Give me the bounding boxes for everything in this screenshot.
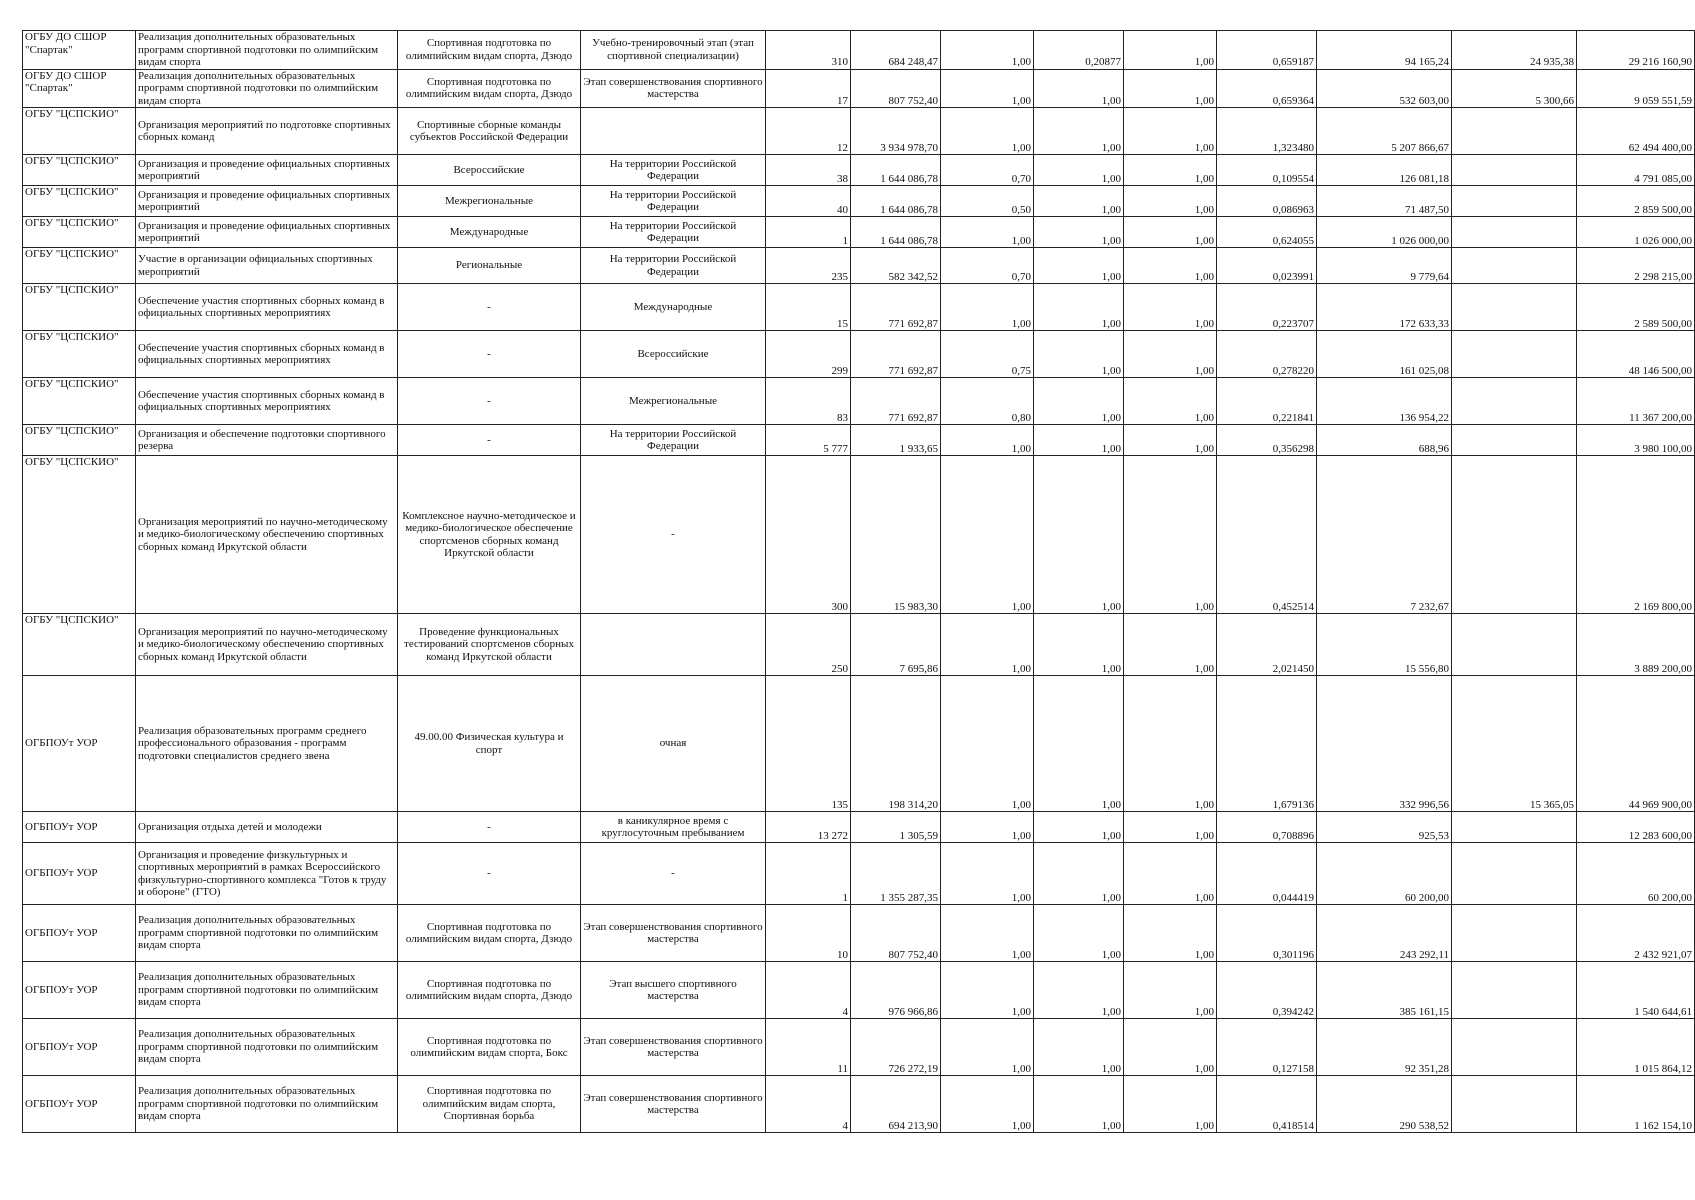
- per-unit-cost-cell: 532 603,00: [1317, 69, 1452, 108]
- coef-3-cell: 1,00: [1124, 217, 1217, 248]
- norm-cost-cell: 1 644 086,78: [851, 155, 941, 186]
- coef-4-cell: 0,301196: [1217, 905, 1317, 962]
- total-cell: 12 283 600,00: [1577, 812, 1695, 843]
- extra-cost-cell: [1452, 905, 1577, 962]
- condition-cell: Учебно-тренировочный этап (этап спортивной специализации): [581, 31, 766, 70]
- volume-cell: 13 272: [766, 812, 851, 843]
- coef-4-cell: 0,418514: [1217, 1076, 1317, 1133]
- coef-3-cell: 1,00: [1124, 962, 1217, 1019]
- condition-cell: Этап совершенствования спортивного мастерства: [581, 1076, 766, 1133]
- extra-cost-cell: [1452, 331, 1577, 378]
- volume-cell: 299: [766, 331, 851, 378]
- coef-4-cell: 0,452514: [1217, 456, 1317, 614]
- per-unit-cost-cell: 126 081,18: [1317, 155, 1452, 186]
- content-cell: 49.00.00 Физическая культура и спорт: [398, 676, 581, 812]
- service-cell: Организация мероприятий по подготовке спортивных сборных команд: [136, 108, 398, 155]
- table-row: [23, 456, 1695, 614]
- total-cell: 62 494 400,00: [1577, 108, 1695, 155]
- table-row: [23, 614, 1695, 676]
- coef-2-cell: 1,00: [1034, 425, 1124, 456]
- table-row: [23, 186, 1695, 217]
- coef-3-cell: 1,00: [1124, 812, 1217, 843]
- service-cell: Обеспечение участия спортивных сборных команд в официальных спортивных мероприятиях: [136, 284, 398, 331]
- volume-cell: 12: [766, 108, 851, 155]
- coef-4-cell: 1,679136: [1217, 676, 1317, 812]
- coef-4-cell: 0,044419: [1217, 843, 1317, 905]
- total-cell: 44 969 900,00: [1577, 676, 1695, 812]
- per-unit-cost-cell: 5 207 866,67: [1317, 108, 1452, 155]
- extra-cost-cell: [1452, 425, 1577, 456]
- coef-2-cell: 1,00: [1034, 614, 1124, 676]
- coef-4-cell: 0,223707: [1217, 284, 1317, 331]
- volume-cell: 250: [766, 614, 851, 676]
- coef-2-cell: 0,20877: [1034, 31, 1124, 70]
- norm-cost-cell: 582 342,52: [851, 248, 941, 284]
- per-unit-cost-cell: 925,53: [1317, 812, 1452, 843]
- table-row: [23, 155, 1695, 186]
- coef-2-cell: 1,00: [1034, 456, 1124, 614]
- service-cell: Обеспечение участия спортивных сборных команд в официальных спортивных мероприятиях: [136, 331, 398, 378]
- norm-cost-cell: 1 355 287,35: [851, 843, 941, 905]
- volume-cell: 17: [766, 69, 851, 108]
- total-cell: 2 298 215,00: [1577, 248, 1695, 284]
- total-cell: 4 791 085,00: [1577, 155, 1695, 186]
- coef-2-cell: 1,00: [1034, 108, 1124, 155]
- condition-cell: -: [581, 843, 766, 905]
- volume-cell: 10: [766, 905, 851, 962]
- content-cell: -: [398, 378, 581, 425]
- norm-cost-cell: 771 692,87: [851, 378, 941, 425]
- content-cell: Спортивная подготовка по олимпийским видам спорта, Дзюдо: [398, 69, 581, 108]
- total-cell: 9 059 551,59: [1577, 69, 1695, 108]
- coef-1-cell: 0,80: [941, 378, 1034, 425]
- service-cell: Обеспечение участия спортивных сборных команд в официальных спортивных мероприятиях: [136, 378, 398, 425]
- table-row: [23, 1019, 1695, 1076]
- extra-cost-cell: [1452, 1076, 1577, 1133]
- org-cell: ОГБПОУт УОР: [23, 843, 136, 905]
- table-row: [23, 905, 1695, 962]
- coef-3-cell: 1,00: [1124, 155, 1217, 186]
- per-unit-cost-cell: 243 292,11: [1317, 905, 1452, 962]
- coef-4-cell: 0,356298: [1217, 425, 1317, 456]
- volume-cell: 83: [766, 378, 851, 425]
- norm-cost-cell: 807 752,40: [851, 905, 941, 962]
- norm-cost-cell: 694 213,90: [851, 1076, 941, 1133]
- condition-cell: Международные: [581, 284, 766, 331]
- content-cell: -: [398, 425, 581, 456]
- volume-cell: 11: [766, 1019, 851, 1076]
- coef-1-cell: 0,75: [941, 331, 1034, 378]
- table-row: [23, 1076, 1695, 1133]
- table-row: [23, 108, 1695, 155]
- condition-cell: Межрегиональные: [581, 378, 766, 425]
- norm-cost-cell: 15 983,30: [851, 456, 941, 614]
- coef-3-cell: 1,00: [1124, 108, 1217, 155]
- service-cell: Организация и обеспечение подготовки спортивного резерва: [136, 425, 398, 456]
- total-cell: 29 216 160,90: [1577, 31, 1695, 70]
- coef-3-cell: 1,00: [1124, 425, 1217, 456]
- table-row: [23, 962, 1695, 1019]
- org-cell: ОГБПОУт УОР: [23, 1019, 136, 1076]
- service-cell: Организация и проведение официальных спортивных мероприятий: [136, 186, 398, 217]
- coef-3-cell: 1,00: [1124, 69, 1217, 108]
- content-cell: Проведение функциональных тестирований спортсменов сборных команд Иркутской области: [398, 614, 581, 676]
- org-cell: ОГБУ "ЦСПСКИО": [23, 614, 136, 676]
- org-cell: ОГБПОУт УОР: [23, 1076, 136, 1133]
- total-cell: 2 859 500,00: [1577, 186, 1695, 217]
- per-unit-cost-cell: 7 232,67: [1317, 456, 1452, 614]
- volume-cell: 15: [766, 284, 851, 331]
- table-row: [23, 331, 1695, 378]
- coef-1-cell: 0,50: [941, 186, 1034, 217]
- volume-cell: 40: [766, 186, 851, 217]
- condition-cell: Этап совершенствования спортивного мастерства: [581, 1019, 766, 1076]
- content-cell: -: [398, 843, 581, 905]
- total-cell: 1 026 000,00: [1577, 217, 1695, 248]
- condition-cell: Этап совершенствования спортивного мастерства: [581, 905, 766, 962]
- coef-2-cell: 1,00: [1034, 217, 1124, 248]
- coef-2-cell: 1,00: [1034, 331, 1124, 378]
- volume-cell: 310: [766, 31, 851, 70]
- coef-3-cell: 1,00: [1124, 284, 1217, 331]
- org-cell: ОГБУ "ЦСПСКИО": [23, 108, 136, 155]
- content-cell: Всероссийские: [398, 155, 581, 186]
- org-cell: ОГБУ "ЦСПСКИО": [23, 456, 136, 614]
- coef-1-cell: 1,00: [941, 1076, 1034, 1133]
- content-cell: Комплексное научно-методическое и медико-биологическое обеспечение спортсменов сборных команд Иркутской области: [398, 456, 581, 614]
- total-cell: 3 889 200,00: [1577, 614, 1695, 676]
- coef-2-cell: 1,00: [1034, 676, 1124, 812]
- org-cell: ОГБУ "ЦСПСКИО": [23, 248, 136, 284]
- condition-cell: Этап высшего спортивного мастерства: [581, 962, 766, 1019]
- coef-2-cell: 1,00: [1034, 186, 1124, 217]
- per-unit-cost-cell: 290 538,52: [1317, 1076, 1452, 1133]
- org-cell: ОГБУ "ЦСПСКИО": [23, 331, 136, 378]
- per-unit-cost-cell: 1 026 000,00: [1317, 217, 1452, 248]
- coef-4-cell: 0,221841: [1217, 378, 1317, 425]
- volume-cell: 5 777: [766, 425, 851, 456]
- coef-3-cell: 1,00: [1124, 905, 1217, 962]
- norm-cost-cell: 726 272,19: [851, 1019, 941, 1076]
- coef-1-cell: 1,00: [941, 812, 1034, 843]
- table-row: [23, 31, 1695, 70]
- org-cell: ОГБУ "ЦСПСКИО": [23, 186, 136, 217]
- condition-cell: На территории Российской Федерации: [581, 217, 766, 248]
- coef-1-cell: 0,70: [941, 155, 1034, 186]
- volume-cell: 1: [766, 217, 851, 248]
- service-cell: Организация мероприятий по научно-методическому и медико-биологическому обеспечению спортивных сборных команд Иркутской области: [136, 614, 398, 676]
- coef-4-cell: 1,323480: [1217, 108, 1317, 155]
- service-cell: Организация отдыха детей и молодежи: [136, 812, 398, 843]
- coef-4-cell: 0,086963: [1217, 186, 1317, 217]
- coef-3-cell: 1,00: [1124, 843, 1217, 905]
- table-row: [23, 248, 1695, 284]
- coef-4-cell: 0,127158: [1217, 1019, 1317, 1076]
- table-row: [23, 676, 1695, 812]
- coef-2-cell: 1,00: [1034, 155, 1124, 186]
- table-row: [23, 284, 1695, 331]
- coef-3-cell: 1,00: [1124, 1076, 1217, 1133]
- coef-4-cell: 0,278220: [1217, 331, 1317, 378]
- condition-cell: На территории Российской Федерации: [581, 425, 766, 456]
- coef-1-cell: 1,00: [941, 108, 1034, 155]
- volume-cell: 4: [766, 962, 851, 1019]
- service-cell: Участие в организации официальных спортивных мероприятий: [136, 248, 398, 284]
- coef-2-cell: 1,00: [1034, 812, 1124, 843]
- norm-cost-cell: 976 966,86: [851, 962, 941, 1019]
- coef-1-cell: 1,00: [941, 614, 1034, 676]
- coef-1-cell: 1,00: [941, 962, 1034, 1019]
- extra-cost-cell: [1452, 108, 1577, 155]
- table-row: [23, 425, 1695, 456]
- funding-table: [22, 30, 1695, 1133]
- service-cell: Реализация дополнительных образовательных программ спортивной подготовки по олимпийским видам спорта: [136, 962, 398, 1019]
- coef-1-cell: 1,00: [941, 456, 1034, 614]
- service-cell: Организация и проведение официальных спортивных мероприятий: [136, 155, 398, 186]
- content-cell: Спортивная подготовка по олимпийским видам спорта, Спортивная борьба: [398, 1076, 581, 1133]
- content-cell: Спортивная подготовка по олимпийским видам спорта, Дзюдо: [398, 31, 581, 70]
- total-cell: 1 540 644,61: [1577, 962, 1695, 1019]
- extra-cost-cell: [1452, 812, 1577, 843]
- total-cell: 60 200,00: [1577, 843, 1695, 905]
- coef-2-cell: 1,00: [1034, 905, 1124, 962]
- org-cell: ОГБПОУт УОР: [23, 962, 136, 1019]
- total-cell: 1 162 154,10: [1577, 1076, 1695, 1133]
- coef-3-cell: 1,00: [1124, 186, 1217, 217]
- coef-1-cell: 1,00: [941, 69, 1034, 108]
- coef-4-cell: 0,394242: [1217, 962, 1317, 1019]
- norm-cost-cell: 1 644 086,78: [851, 217, 941, 248]
- norm-cost-cell: 1 933,65: [851, 425, 941, 456]
- org-cell: ОГБПОУт УОР: [23, 812, 136, 843]
- service-cell: Реализация дополнительных образовательных программ спортивной подготовки по олимпийским видам спорта: [136, 69, 398, 108]
- coef-1-cell: 1,00: [941, 217, 1034, 248]
- per-unit-cost-cell: 172 633,33: [1317, 284, 1452, 331]
- condition-cell: Этап совершенствования спортивного мастерства: [581, 69, 766, 108]
- coef-3-cell: 1,00: [1124, 456, 1217, 614]
- content-cell: Спортивные сборные команды субъектов Российской Федерации: [398, 108, 581, 155]
- extra-cost-cell: 24 935,38: [1452, 31, 1577, 70]
- coef-3-cell: 1,00: [1124, 676, 1217, 812]
- org-cell: ОГБПОУт УОР: [23, 905, 136, 962]
- service-cell: Реализация дополнительных образовательных программ спортивной подготовки по олимпийским видам спорта: [136, 1076, 398, 1133]
- org-cell: ОГБУ "ЦСПСКИО": [23, 378, 136, 425]
- coef-2-cell: 1,00: [1034, 378, 1124, 425]
- content-cell: Межрегиональные: [398, 186, 581, 217]
- volume-cell: 38: [766, 155, 851, 186]
- norm-cost-cell: 1 644 086,78: [851, 186, 941, 217]
- per-unit-cost-cell: 94 165,24: [1317, 31, 1452, 70]
- coef-2-cell: 1,00: [1034, 248, 1124, 284]
- extra-cost-cell: [1452, 186, 1577, 217]
- content-cell: Спортивная подготовка по олимпийским видам спорта, Дзюдо: [398, 962, 581, 1019]
- per-unit-cost-cell: 9 779,64: [1317, 248, 1452, 284]
- org-cell: ОГБУ ДО СШОР "Спартак": [23, 69, 136, 108]
- coef-4-cell: 2,021450: [1217, 614, 1317, 676]
- per-unit-cost-cell: 60 200,00: [1317, 843, 1452, 905]
- volume-cell: 135: [766, 676, 851, 812]
- service-cell: Реализация дополнительных образовательных программ спортивной подготовки по олимпийским видам спорта: [136, 31, 398, 70]
- extra-cost-cell: [1452, 248, 1577, 284]
- content-cell: Спортивная подготовка по олимпийским видам спорта, Бокс: [398, 1019, 581, 1076]
- org-cell: ОГБУ "ЦСПСКИО": [23, 284, 136, 331]
- content-cell: -: [398, 812, 581, 843]
- coef-3-cell: 1,00: [1124, 378, 1217, 425]
- org-cell: ОГБУ "ЦСПСКИО": [23, 425, 136, 456]
- coef-3-cell: 1,00: [1124, 248, 1217, 284]
- per-unit-cost-cell: 92 351,28: [1317, 1019, 1452, 1076]
- per-unit-cost-cell: 15 556,80: [1317, 614, 1452, 676]
- coef-3-cell: 1,00: [1124, 331, 1217, 378]
- content-cell: Спортивная подготовка по олимпийским видам спорта, Дзюдо: [398, 905, 581, 962]
- total-cell: 1 015 864,12: [1577, 1019, 1695, 1076]
- condition-cell: [581, 108, 766, 155]
- coef-4-cell: 0,023991: [1217, 248, 1317, 284]
- coef-2-cell: 1,00: [1034, 69, 1124, 108]
- volume-cell: 4: [766, 1076, 851, 1133]
- per-unit-cost-cell: 71 487,50: [1317, 186, 1452, 217]
- coef-2-cell: 1,00: [1034, 284, 1124, 331]
- service-cell: Реализация дополнительных образовательных программ спортивной подготовки по олимпийским видам спорта: [136, 1019, 398, 1076]
- per-unit-cost-cell: 136 954,22: [1317, 378, 1452, 425]
- condition-cell: На территории Российской Федерации: [581, 155, 766, 186]
- volume-cell: 300: [766, 456, 851, 614]
- table-row: [23, 843, 1695, 905]
- content-cell: Региональные: [398, 248, 581, 284]
- per-unit-cost-cell: 688,96: [1317, 425, 1452, 456]
- coef-4-cell: 0,708896: [1217, 812, 1317, 843]
- coef-3-cell: 1,00: [1124, 614, 1217, 676]
- coef-1-cell: 1,00: [941, 31, 1034, 70]
- org-cell: ОГБПОУт УОР: [23, 676, 136, 812]
- extra-cost-cell: [1452, 217, 1577, 248]
- norm-cost-cell: 7 695,86: [851, 614, 941, 676]
- condition-cell: Всероссийские: [581, 331, 766, 378]
- volume-cell: 235: [766, 248, 851, 284]
- coef-1-cell: 0,70: [941, 248, 1034, 284]
- extra-cost-cell: [1452, 284, 1577, 331]
- org-cell: ОГБУ ДО СШОР "Спартак": [23, 31, 136, 70]
- extra-cost-cell: 15 365,05: [1452, 676, 1577, 812]
- volume-cell: 1: [766, 843, 851, 905]
- coef-1-cell: 1,00: [941, 425, 1034, 456]
- coef-1-cell: 1,00: [941, 676, 1034, 812]
- coef-2-cell: 1,00: [1034, 843, 1124, 905]
- table-row: [23, 217, 1695, 248]
- condition-cell: очная: [581, 676, 766, 812]
- service-cell: Реализация образовательных программ среднего профессионального образования - программ подготовки специалистов среднего звена: [136, 676, 398, 812]
- coef-2-cell: 1,00: [1034, 962, 1124, 1019]
- service-cell: Организация и проведение физкультурных и спортивных мероприятий в рамках Всероссийского физкультурно-спортивного комплекса "Готов к труду и обороне" (ГТО): [136, 843, 398, 905]
- total-cell: 2 169 800,00: [1577, 456, 1695, 614]
- per-unit-cost-cell: 385 161,15: [1317, 962, 1452, 1019]
- content-cell: -: [398, 331, 581, 378]
- total-cell: 48 146 500,00: [1577, 331, 1695, 378]
- content-cell: -: [398, 284, 581, 331]
- service-cell: Реализация дополнительных образовательных программ спортивной подготовки по олимпийским видам спорта: [136, 905, 398, 962]
- condition-cell: На территории Российской Федерации: [581, 186, 766, 217]
- condition-cell: [581, 614, 766, 676]
- table-row: [23, 812, 1695, 843]
- per-unit-cost-cell: 161 025,08: [1317, 331, 1452, 378]
- coef-2-cell: 1,00: [1034, 1076, 1124, 1133]
- extra-cost-cell: [1452, 456, 1577, 614]
- coef-1-cell: 1,00: [941, 843, 1034, 905]
- extra-cost-cell: 5 300,66: [1452, 69, 1577, 108]
- coef-3-cell: 1,00: [1124, 31, 1217, 70]
- table-row: [23, 69, 1695, 108]
- norm-cost-cell: 684 248,47: [851, 31, 941, 70]
- extra-cost-cell: [1452, 1019, 1577, 1076]
- table-row: [23, 378, 1695, 425]
- norm-cost-cell: 1 305,59: [851, 812, 941, 843]
- coef-4-cell: 0,659364: [1217, 69, 1317, 108]
- org-cell: ОГБУ "ЦСПСКИО": [23, 155, 136, 186]
- norm-cost-cell: 3 934 978,70: [851, 108, 941, 155]
- table-body: [23, 31, 1695, 1133]
- norm-cost-cell: 771 692,87: [851, 284, 941, 331]
- org-cell: ОГБУ "ЦСПСКИО": [23, 217, 136, 248]
- document-sheet: [22, 30, 1695, 1133]
- extra-cost-cell: [1452, 155, 1577, 186]
- coef-4-cell: 0,659187: [1217, 31, 1317, 70]
- extra-cost-cell: [1452, 962, 1577, 1019]
- content-cell: Международные: [398, 217, 581, 248]
- norm-cost-cell: 198 314,20: [851, 676, 941, 812]
- service-cell: Организация мероприятий по научно-методическому и медико-биологическому обеспечению спортивных сборных команд Иркутской области: [136, 456, 398, 614]
- coef-2-cell: 1,00: [1034, 1019, 1124, 1076]
- condition-cell: -: [581, 456, 766, 614]
- total-cell: 2 432 921,07: [1577, 905, 1695, 962]
- coef-1-cell: 1,00: [941, 1019, 1034, 1076]
- coef-4-cell: 0,624055: [1217, 217, 1317, 248]
- extra-cost-cell: [1452, 378, 1577, 425]
- extra-cost-cell: [1452, 614, 1577, 676]
- norm-cost-cell: 771 692,87: [851, 331, 941, 378]
- coef-1-cell: 1,00: [941, 284, 1034, 331]
- total-cell: 2 589 500,00: [1577, 284, 1695, 331]
- extra-cost-cell: [1452, 843, 1577, 905]
- coef-1-cell: 1,00: [941, 905, 1034, 962]
- total-cell: 11 367 200,00: [1577, 378, 1695, 425]
- per-unit-cost-cell: 332 996,56: [1317, 676, 1452, 812]
- condition-cell: в каникулярное время с круглосуточным пребыванием: [581, 812, 766, 843]
- total-cell: 3 980 100,00: [1577, 425, 1695, 456]
- coef-3-cell: 1,00: [1124, 1019, 1217, 1076]
- condition-cell: На территории Российской Федерации: [581, 248, 766, 284]
- norm-cost-cell: 807 752,40: [851, 69, 941, 108]
- service-cell: Организация и проведение официальных спортивных мероприятий: [136, 217, 398, 248]
- coef-4-cell: 0,109554: [1217, 155, 1317, 186]
